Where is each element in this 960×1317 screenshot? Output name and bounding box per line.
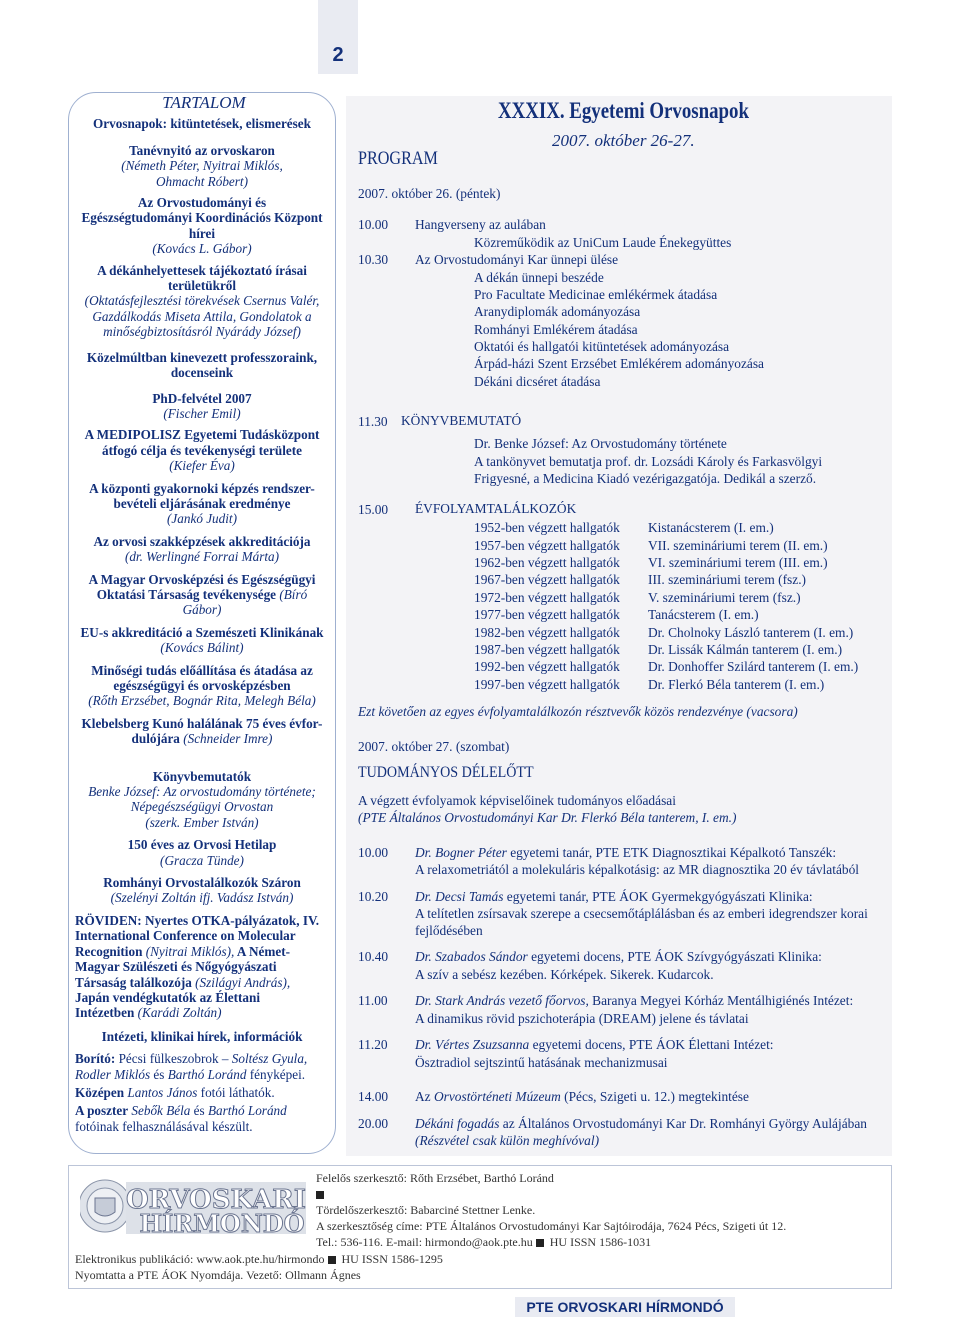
toc-entry-title: EU-s akkreditáció a Szemészeti Klinikának bbox=[80, 624, 324, 640]
talk-title: Ösztradiol sejtszintű hatásának mechanizmusai bbox=[415, 1055, 668, 1070]
toc-entry-title: átfogó célja és tevékenységi területe bbox=[102, 442, 302, 458]
reunion-room: VI. szemináriumi terem (III. em.) bbox=[648, 555, 828, 570]
talk-speaker-line bbox=[415, 845, 836, 861]
program-item-sub: Romhányi Emlékérem átadása bbox=[474, 322, 638, 337]
talk-speaker: Dr. Bogner Péter bbox=[415, 845, 507, 860]
toc-entry[interactable] bbox=[69, 481, 335, 527]
program-time: 10.00 bbox=[358, 845, 389, 860]
toc-entry-title: Könyvbemutatók bbox=[152, 768, 252, 784]
reunion-room: Kistanácsterem (I. em.) bbox=[648, 520, 774, 535]
toc-entry[interactable] bbox=[69, 663, 335, 709]
program-item-sub: A dékán ünnepi beszéde bbox=[474, 270, 604, 285]
toc-entry-title: Az orvosi szakképzések akkreditációja bbox=[93, 533, 311, 549]
toc-entry[interactable] bbox=[69, 875, 335, 906]
reunion-room: Tanácsterem (I. em.) bbox=[648, 607, 759, 622]
toc-entry-title: 150 éves az Orvosi Hetilap bbox=[127, 837, 277, 853]
talk-speaker-line bbox=[415, 993, 853, 1009]
program-time: 10.00 bbox=[358, 217, 389, 232]
program-item-title: KÖNYVBEMUTATÓ bbox=[401, 413, 522, 428]
reception-name: Dékáni fogadás bbox=[415, 1116, 500, 1131]
talk-speaker-line bbox=[415, 889, 813, 905]
talk-speaker-line bbox=[415, 949, 822, 965]
brand-name: PTE ORVOSKARI HÍRMONDÓ bbox=[526, 1299, 724, 1315]
toc-entry-title: Oktatási Társaság tevékenysége bbox=[96, 586, 277, 602]
toc-entry-authors: Gazdálkodás Miseta Attila, Gondolatok a bbox=[92, 308, 312, 324]
day-heading: 2007. október 26. (péntek) bbox=[358, 186, 501, 201]
talk-title: A dinamikus rövid pszichoterápia (DREAM) jelene és távlatai bbox=[415, 1011, 749, 1026]
credit-author: Soltész Gyula, bbox=[231, 1051, 308, 1067]
toc-entry-title: Az Orvostudományi és bbox=[137, 195, 267, 211]
forenoon-title: TUDOMÁNYOS DÉLELŐTT bbox=[358, 764, 534, 781]
footer-printer: Nyomtatta a PTE ÁOK Nyomdája. Vezető: Ollmann Ágnes bbox=[75, 1268, 361, 1282]
credit-author: Lantos János bbox=[127, 1084, 198, 1100]
reunion-room: III. szemináriumi terem (fsz.) bbox=[648, 572, 807, 587]
toc-entry-title: PhD-felvétel 2007 bbox=[152, 390, 252, 406]
toc-entry[interactable] bbox=[69, 1029, 335, 1044]
program-item-sub: Dr. Benke József: Az Orvostudomány története bbox=[474, 436, 727, 451]
program-time: 11.20 bbox=[358, 1037, 388, 1052]
logo-text: HÍRMONDÓ bbox=[139, 1209, 305, 1238]
reunion-year: 1972-ben végzett hallgatók bbox=[474, 590, 620, 605]
logo-text: ORVOSKARI bbox=[126, 1185, 306, 1215]
toc-entry-title: hírei bbox=[188, 225, 216, 241]
toc-entry[interactable] bbox=[69, 716, 335, 747]
talk-speaker-line bbox=[415, 1037, 774, 1053]
talk-affiliation: egyetemi tanár, PTE ETK Diagnosztikai Képalkotó Tanszék: bbox=[506, 845, 837, 860]
credit-text: és bbox=[193, 1103, 205, 1119]
reunion-room: Dr. Donhoffer Szilárd tanterem (I. em.) bbox=[648, 659, 859, 674]
talk-title: A telítetlen zsírsavak szerepe a csecsemőtáplálásban és az emberi idegrendszer korai bbox=[415, 906, 868, 921]
forenoon-location: (PTE Általános Orvostudományi Kar Dr. Flerkó Béla tanterem, I. em.) bbox=[358, 810, 737, 825]
toc-entry-title: Intézeti, klinikai hírek, információk bbox=[101, 1028, 303, 1044]
toc-entry-title: docenseink bbox=[170, 365, 234, 381]
event-title: XXXIX. Egyetemi Orvosnapok bbox=[498, 98, 749, 123]
roviden-line: RÖVIDEN: Nyertes OTKA-pályázatok, IV. bbox=[75, 912, 320, 928]
reception-text: az Általános Orvostudományi Kar Dr. Romhányi György Aulájában bbox=[499, 1116, 867, 1131]
talk-affiliation: egyetemi docens, PTE ÁOK Élettani Intézet: bbox=[529, 1037, 774, 1052]
toc-entry[interactable] bbox=[69, 769, 335, 831]
toc-entry[interactable] bbox=[69, 116, 335, 131]
toc-entry[interactable] bbox=[69, 350, 335, 381]
roviden-line: Társaság találkozója bbox=[75, 974, 192, 990]
credit-text: fényképei. bbox=[249, 1066, 306, 1082]
footer-editor: Felelős szerkesztő: Rőth Erzsébet, Barthó Loránd bbox=[316, 1171, 554, 1185]
toc-entry-authors: (Jankó Judit) bbox=[167, 511, 237, 527]
talk-affiliation: egyetemi docens, PTE ÁOK Szívgyógyászati Klinika: bbox=[527, 949, 822, 964]
footer-contact: Tel.: 536-116. E-mail: hirmondo@aok.pte.hu bbox=[316, 1235, 533, 1249]
toc-entry-authors: (Kovács L. Gábor) bbox=[152, 241, 252, 257]
toc-entry-title: Klebelsberg Kunó halálának 75 éves évfor- bbox=[81, 715, 323, 731]
toc-title: TARTALOM bbox=[162, 93, 246, 112]
toc-entry-title: egészségügyi és orvosképzésben bbox=[113, 678, 291, 693]
toc-entry-title: Egészségtudományi Koordinációs Központ bbox=[81, 210, 323, 226]
program-item-sub: Pro Facultate Medicinae emlékérmek átadása bbox=[474, 287, 718, 302]
day-heading: 2007. október 27. (szombat) bbox=[358, 739, 510, 754]
toc-entry-authors: (Kiefer Éva) bbox=[169, 458, 235, 474]
reunion-year: 1977-ben végzett hallgatók bbox=[474, 607, 620, 622]
toc-entry-authors: (Oktatásfejlesztési törekvések Csernus Valér, bbox=[84, 293, 320, 309]
credit-author: Sebők Béla bbox=[131, 1103, 191, 1119]
credit-author: Barthó Loránd bbox=[167, 1066, 247, 1082]
reunion-room: Dr. Cholnoky László tanterem (I. em.) bbox=[648, 625, 854, 640]
program-time: 11.30 bbox=[358, 414, 388, 429]
toc-entry[interactable] bbox=[69, 427, 335, 473]
talk-affiliation: egyetemi tanár, PTE ÁOK Gyermekgyógyászati Klinika: bbox=[503, 889, 813, 904]
toc-entry-title: területükről bbox=[167, 278, 237, 294]
toc-entry[interactable] bbox=[69, 143, 335, 189]
toc-entry-authors: (Németh Péter, Nyitrai Miklós, bbox=[121, 158, 283, 174]
toc-entry-title: A MEDIPOLISZ Egyetemi Tudásközpont bbox=[84, 427, 320, 443]
program-time: 14.00 bbox=[358, 1089, 389, 1104]
reunion-year: 1952-ben végzett hallgatók bbox=[474, 520, 620, 535]
toc-entry[interactable] bbox=[69, 837, 335, 868]
program-time: 20.00 bbox=[358, 1116, 389, 1131]
table-of-contents bbox=[68, 92, 336, 1154]
toc-entry-title: Romhányi Orvostalálkozók Száron bbox=[103, 875, 301, 891]
program-item-sub: Dékáni dicséret átadása bbox=[474, 374, 601, 389]
talk-speaker: Dr. Decsi Tamás bbox=[415, 889, 504, 904]
talk-speaker: Dr. Vértes Zsuzsanna bbox=[415, 1037, 530, 1052]
reunion-room: Dr. Flerkó Béla tanterem (I. em.) bbox=[648, 677, 825, 692]
page-number: 2 bbox=[332, 44, 344, 66]
roviden-line: Japán vendégkutatók az Élettani bbox=[75, 989, 261, 1005]
bullet-square-icon bbox=[536, 1239, 544, 1247]
forenoon-subtitle: A végzett évfolyamok képviselőinek tudományos előadásai bbox=[358, 793, 676, 808]
toc-entry[interactable] bbox=[69, 572, 335, 618]
reunion-room: VII. szemináriumi terem (II. em.) bbox=[648, 538, 828, 553]
reception-note: (Részvétel csak külön meghívóval) bbox=[415, 1133, 600, 1148]
toc-entry-authors: Népegészségügyi Orvostan bbox=[130, 799, 274, 815]
reunion-year: 1992-ben végzett hallgatók bbox=[474, 659, 620, 674]
toc-entry-title: A Magyar Orvosképzési és Egészségügyi bbox=[88, 571, 316, 587]
toc-entry-authors: minőségbiztosításról Nyárády József) bbox=[103, 324, 301, 340]
program-item-sub: Aranydiplomák adományozása bbox=[474, 304, 641, 319]
toc-entry-roviden[interactable] bbox=[69, 913, 335, 1021]
credit-text: fotói láthatók. bbox=[200, 1084, 275, 1100]
toc-entry-title: Orvosnapok: kitüntetések, elismerések bbox=[93, 116, 311, 132]
credit-label: A poszter bbox=[75, 1103, 129, 1119]
bullet-square-icon bbox=[316, 1191, 324, 1199]
reunion-year: 1982-ben végzett hallgatók bbox=[474, 625, 620, 640]
credit-label: Középen bbox=[75, 1084, 125, 1100]
program-time: 10.30 bbox=[358, 252, 389, 267]
reunion-year: 1957-ben végzett hallgatók bbox=[474, 538, 620, 553]
footer-issn: HU ISSN 1586-1295 bbox=[341, 1252, 443, 1266]
program-time: 15.00 bbox=[358, 502, 389, 517]
toc-entry[interactable] bbox=[69, 391, 335, 422]
toc-entry-title: Közelmúltban kinevezett professzoraink, bbox=[86, 349, 318, 365]
footer-issn: HU ISSN 1586-1031 bbox=[549, 1235, 652, 1249]
reunion-year: 1967-ben végzett hallgatók bbox=[474, 572, 620, 587]
bullet-square-icon bbox=[328, 1256, 336, 1264]
toc-entry-title: bevételi eljárásának eredménye bbox=[113, 495, 291, 511]
toc-credits: Borító: Pécsi fülkeszobrok – Soltész Gyula, Rodler Miklós és Barthó Loránd fényképei. Középen Lantos János fotói láthatók. A poszter Sebők Béla és Barthó Loránd fotóinak felhasználásával készült. bbox=[69, 1051, 335, 1134]
program-item-sub: Oktatói és hallgatói kitüntetések adományozása bbox=[474, 339, 730, 354]
credit-author: Barthó Loránd bbox=[207, 1103, 287, 1119]
credit-text: fotóinak felhasználásával készült. bbox=[75, 1118, 253, 1134]
toc-entry-authors: (Fischer Emil) bbox=[163, 405, 241, 421]
toc-entry-title: A központi gyakornoki képzés rendszer- bbox=[89, 480, 315, 496]
reunion-year: 1987-ben végzett hallgatók bbox=[474, 642, 620, 657]
toc-entry-title: A dékánhelyettesek tájékoztató írásai bbox=[97, 262, 307, 278]
footer-epub[interactable]: Elektronikus publikáció: www.aok.pte.hu/hirmondo bbox=[75, 1252, 325, 1266]
reunion-note: Ezt követően az egyes évfolyamtalálkozón résztvevők közös rendezvénye (vacsora) bbox=[358, 704, 798, 719]
toc-entry-authors: (Schneider Imre) bbox=[183, 731, 273, 747]
program-time: 10.40 bbox=[358, 949, 389, 964]
credit-author: Rodler Miklós bbox=[75, 1066, 151, 1082]
toc-entry-authors: Benke József: Az orvostudomány története; bbox=[88, 784, 316, 800]
program-item-sub: A tankönyvet bemutatja prof. dr. Lozsádi Károly és Farkasvölgyi bbox=[474, 454, 823, 469]
toc-entry[interactable] bbox=[69, 625, 335, 656]
toc-entry[interactable] bbox=[69, 195, 335, 257]
toc-entry-title: Minőségi tudás előállítása és átadása az bbox=[91, 662, 313, 678]
talk-title: A relaxometriától a molekuláris képalkotásig: az MR diagnosztika 20 év távlatából bbox=[415, 862, 859, 877]
toc-entry-authors: (szerk. Ember István) bbox=[145, 814, 259, 830]
footer-contact-line bbox=[316, 1235, 651, 1250]
program-time: 11.00 bbox=[358, 993, 388, 1008]
toc-entry-title: Tanévnyitó az orvoskaron bbox=[129, 142, 275, 158]
talk-speaker: Dr. Stark András vezető főorvos, bbox=[415, 993, 589, 1008]
program-item-title: Hangverseny az aulában bbox=[415, 217, 546, 232]
reunion-year: 1997-ben végzett hallgatók bbox=[474, 677, 620, 692]
roviden-authors: (Karádi Zoltán) bbox=[134, 1005, 222, 1021]
toc-entry-authors: (Gracza Tünde) bbox=[160, 852, 244, 868]
footer-bullet bbox=[316, 1187, 330, 1202]
toc-entry-authors: (Kovács Bálint) bbox=[160, 640, 244, 656]
page-number-tab bbox=[318, 0, 358, 74]
credit-label: Borító: bbox=[75, 1051, 116, 1067]
roviden-authors: (Szilágyi András), bbox=[191, 974, 291, 990]
museum-name: Orvostörténeti Múzeum bbox=[433, 1089, 561, 1104]
museum-text: (Pécs, Szigeti u. 12.) megtekintése bbox=[560, 1089, 749, 1104]
toc-entry-authors: (Szelényi Zoltán ifj. Vadász István) bbox=[110, 890, 294, 906]
talk-speaker: Dr. Szabados Sándor bbox=[415, 949, 528, 964]
toc-entry-authors: (Bíró bbox=[279, 586, 308, 602]
roviden-line: International Conference on Molecular bbox=[75, 928, 296, 944]
roviden-authors: (Nyitrai Miklós), bbox=[142, 943, 235, 959]
toc-entry-authors: (dr. Werlingné Forrai Márta) bbox=[124, 549, 280, 565]
toc-entry[interactable] bbox=[69, 534, 335, 565]
credit-text: Pécsi fülkeszobrok bbox=[118, 1051, 219, 1067]
reunion-year: 1962-ben végzett hallgatók bbox=[474, 555, 620, 570]
roviden-line: Recognition bbox=[75, 943, 143, 959]
toc-entry-authors: Ohmacht Róbert) bbox=[156, 173, 248, 189]
event-dates: 2007. október 26-27. bbox=[552, 131, 695, 150]
program-heading: PROGRAM bbox=[358, 148, 438, 169]
reunion-room: Dr. Lissák Kálmán tanterem (I. em.) bbox=[648, 642, 843, 657]
reunion-room: V. szemináriumi terem (fsz.) bbox=[648, 590, 801, 605]
brand-strip bbox=[515, 1297, 735, 1317]
footer-epub-line bbox=[75, 1252, 443, 1267]
program-item-title: Az Orvostudományi Kar ünnepi ülése bbox=[415, 252, 619, 267]
footer-layout: Tördelőszerkesztő: Babarciné Stettner Lenke. bbox=[316, 1203, 536, 1217]
toc-entry-authors: (Rőth Erzsébet, Bognár Rita, Melegh Béla) bbox=[88, 693, 316, 709]
roviden-line: Intézetben bbox=[75, 1005, 135, 1021]
toc-entry-authors: Gábor) bbox=[182, 602, 222, 618]
talk-affiliation: Baranya Megyei Kórház Mentálhigiénés Intézet: bbox=[588, 993, 854, 1008]
roviden-line: A Német- bbox=[234, 943, 291, 959]
talk-title: A szív a sebész kezében. Kórképek. Sikerek. Kudarcok. bbox=[415, 967, 714, 982]
program-item-sub: Közreműködik az UniCum Laude Énekegyüttes bbox=[474, 235, 732, 250]
museum-visit bbox=[415, 1089, 749, 1105]
program-item-sub: Árpád-házi Szent Erzsébet Emlékérem adományozása bbox=[474, 356, 764, 371]
talk-title: fejlődésében bbox=[415, 923, 483, 938]
museum-text: Az bbox=[415, 1089, 434, 1104]
orvoskari-hirmondo-logo bbox=[80, 1174, 310, 1238]
program-time: 10.20 bbox=[358, 889, 389, 904]
credit-text: és bbox=[153, 1066, 165, 1082]
roviden-line: Magyar Szülészeti és Nőgyógyászati bbox=[75, 959, 277, 975]
reception bbox=[415, 1116, 867, 1132]
program-item-sub: Frigyesné, a Medicina Kiadó vezérigazgatója. Dedikál a szerző. bbox=[474, 471, 817, 486]
toc-entry[interactable] bbox=[69, 263, 335, 340]
toc-entry-title: dulójára bbox=[131, 731, 180, 747]
footer-address: A szerkesztőség címe: PTE Általános Orvostudományi Kar Sajtóirodája, 7624 Pécs, Szigeti út 12. bbox=[316, 1219, 787, 1233]
program-item-title: ÉVFOLYAMTALÁLKOZÓK bbox=[415, 501, 577, 516]
